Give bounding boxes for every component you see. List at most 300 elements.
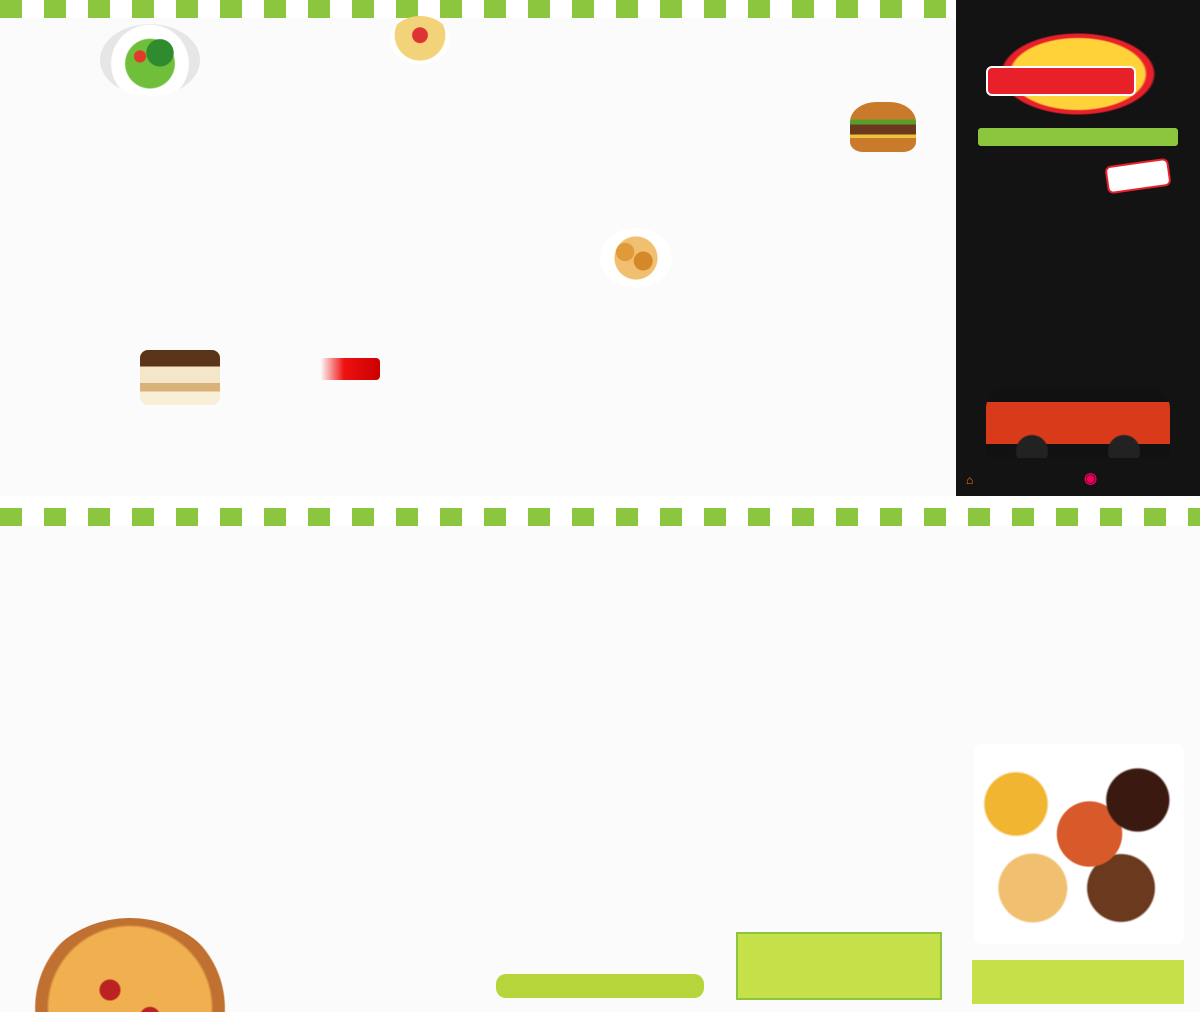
menu-item bbox=[496, 633, 704, 646]
menu-item bbox=[18, 619, 228, 632]
menu-item-row bbox=[257, 647, 465, 660]
desserts-section bbox=[18, 384, 228, 451]
menu-item bbox=[257, 549, 465, 562]
item-name bbox=[257, 98, 260, 111]
pizza-image bbox=[30, 918, 230, 1012]
menu-item bbox=[496, 222, 704, 235]
menu-item-row bbox=[18, 577, 228, 590]
menu-item-row bbox=[257, 158, 465, 171]
menu-item bbox=[734, 263, 942, 276]
menu-item bbox=[18, 661, 228, 674]
item-name bbox=[496, 222, 499, 235]
menu-item-row bbox=[496, 180, 704, 193]
menu-item-row bbox=[734, 291, 942, 304]
menu-item-row bbox=[496, 549, 704, 562]
foodora-icon: ◉ bbox=[1084, 470, 1098, 487]
item-name bbox=[18, 717, 21, 730]
menu-item bbox=[496, 591, 704, 604]
can-image bbox=[320, 358, 380, 380]
item-name bbox=[734, 37, 737, 50]
item-name bbox=[734, 221, 737, 234]
item-name bbox=[18, 403, 21, 416]
menu-item bbox=[257, 647, 465, 660]
menu-item bbox=[257, 113, 465, 126]
item-name bbox=[257, 689, 260, 702]
menu-item-row bbox=[257, 53, 465, 66]
menu-item-row bbox=[734, 65, 942, 78]
nuggets-image bbox=[600, 228, 672, 288]
menu-item bbox=[257, 675, 465, 688]
menu-item-row bbox=[18, 605, 228, 618]
item-name bbox=[496, 605, 499, 618]
item-name bbox=[496, 264, 499, 277]
menu-item bbox=[257, 128, 465, 141]
item-name bbox=[257, 549, 260, 562]
menu-item-row bbox=[257, 619, 465, 632]
menu-item bbox=[734, 235, 942, 248]
menu-item bbox=[734, 165, 942, 178]
item-name bbox=[257, 563, 260, 576]
menu-item bbox=[18, 187, 228, 200]
menu-item bbox=[496, 647, 704, 660]
lieferando-icon: ⌂ bbox=[966, 473, 974, 487]
menu-item-row bbox=[18, 563, 228, 576]
menu-item bbox=[18, 745, 228, 758]
menu-item-row bbox=[257, 703, 465, 716]
menu-item-row bbox=[257, 68, 465, 81]
item-name bbox=[734, 319, 737, 332]
menu-item-row bbox=[496, 135, 704, 148]
menu-item bbox=[734, 193, 942, 206]
item-name bbox=[18, 123, 21, 136]
menu-item-row bbox=[257, 203, 465, 216]
menu-item bbox=[257, 745, 465, 758]
menu-item-row bbox=[18, 647, 228, 660]
item-name bbox=[734, 249, 737, 262]
item-name bbox=[257, 787, 260, 800]
menu-item bbox=[18, 633, 228, 646]
menu-item-row bbox=[257, 773, 465, 786]
item-name bbox=[257, 203, 260, 216]
item-name bbox=[734, 305, 737, 318]
item-name bbox=[496, 121, 499, 134]
menu-item-row bbox=[18, 107, 228, 120]
menu-item bbox=[18, 591, 228, 604]
menu-item-row bbox=[496, 51, 704, 64]
menu-top-panel bbox=[0, 0, 1200, 496]
item-name bbox=[257, 83, 260, 96]
item-name bbox=[18, 435, 21, 448]
menu-item bbox=[496, 605, 704, 618]
item-name bbox=[496, 180, 499, 193]
menu-item-row bbox=[257, 591, 465, 604]
item-name bbox=[18, 591, 21, 604]
menu-item bbox=[496, 563, 704, 576]
menu-item bbox=[496, 65, 704, 78]
menu-item bbox=[257, 158, 465, 171]
menu-item bbox=[734, 305, 942, 318]
menu-item bbox=[496, 37, 704, 50]
menu-item bbox=[734, 277, 942, 290]
menu-item-row bbox=[257, 113, 465, 126]
menu-item-row bbox=[18, 759, 228, 772]
menu-item-row bbox=[734, 193, 942, 206]
item-name bbox=[257, 661, 260, 674]
menu-item-row bbox=[18, 633, 228, 646]
menu-item bbox=[257, 759, 465, 772]
foodora-badge[interactable] bbox=[1084, 468, 1194, 490]
menu-item bbox=[257, 577, 465, 590]
menu-item-row bbox=[496, 37, 704, 50]
burger-image bbox=[850, 102, 916, 152]
menu-item-row bbox=[257, 815, 465, 828]
menu-item-row bbox=[734, 207, 942, 220]
closed-badge bbox=[1104, 158, 1171, 195]
saucen-box bbox=[736, 932, 942, 1000]
car-image bbox=[986, 388, 1170, 458]
item-name bbox=[734, 263, 737, 276]
item-name bbox=[257, 68, 260, 81]
menu-item bbox=[496, 93, 704, 106]
menu-item bbox=[496, 194, 704, 207]
menu-item bbox=[257, 661, 465, 674]
item-name bbox=[18, 577, 21, 590]
menu-item bbox=[18, 139, 228, 152]
item-name bbox=[257, 577, 260, 590]
menu-item-row bbox=[734, 51, 942, 64]
menu-item-row bbox=[18, 403, 228, 416]
menu-item bbox=[18, 647, 228, 660]
menu-item bbox=[18, 171, 228, 184]
item-name bbox=[18, 703, 21, 716]
item-name bbox=[496, 79, 499, 92]
menu-item-row bbox=[18, 123, 228, 136]
menu-item-row bbox=[257, 689, 465, 702]
item-name bbox=[18, 675, 21, 688]
menu-item bbox=[257, 605, 465, 618]
item-name bbox=[257, 605, 260, 618]
item-name bbox=[18, 171, 21, 184]
menu-item bbox=[18, 123, 228, 136]
item-name bbox=[734, 291, 737, 304]
menu-item bbox=[18, 155, 228, 168]
menu-item-row bbox=[734, 235, 942, 248]
menu-item bbox=[18, 605, 228, 618]
item-name bbox=[257, 703, 260, 716]
menu-item bbox=[257, 68, 465, 81]
menu-item-row bbox=[257, 98, 465, 111]
menu-item-row bbox=[257, 759, 465, 772]
menu-item bbox=[18, 759, 228, 772]
pizza-section-2 bbox=[257, 548, 465, 828]
menu-item-row bbox=[496, 121, 704, 134]
menu-item bbox=[18, 675, 228, 688]
item-name bbox=[18, 647, 21, 660]
menu-item bbox=[257, 98, 465, 111]
item-name bbox=[18, 187, 21, 200]
menu-item-row bbox=[496, 647, 704, 660]
item-name bbox=[18, 689, 21, 702]
menu-item bbox=[257, 633, 465, 646]
item-name bbox=[257, 591, 260, 604]
item-name bbox=[257, 143, 260, 156]
allergen-box bbox=[972, 960, 1184, 1004]
menu-item-row bbox=[496, 93, 704, 106]
menu-item bbox=[496, 79, 704, 92]
item-name bbox=[496, 278, 499, 291]
menu-item bbox=[18, 419, 228, 432]
item-name bbox=[257, 53, 260, 66]
menu-item bbox=[257, 815, 465, 828]
menu-item bbox=[496, 149, 704, 162]
menu-item-row bbox=[18, 591, 228, 604]
pizza-section bbox=[18, 548, 228, 772]
item-name bbox=[18, 633, 21, 646]
menu-item bbox=[257, 203, 465, 216]
item-name bbox=[18, 139, 21, 152]
menu-item bbox=[257, 787, 465, 800]
item-name bbox=[257, 38, 260, 51]
menu-item-row bbox=[257, 173, 465, 186]
menu-item-row bbox=[496, 222, 704, 235]
menu-item-row bbox=[257, 633, 465, 646]
menu-item bbox=[257, 619, 465, 632]
menu-item bbox=[496, 264, 704, 277]
item-name bbox=[496, 591, 499, 604]
item-name bbox=[18, 745, 21, 758]
item-name bbox=[18, 563, 21, 576]
green-stripe-bottom bbox=[0, 508, 1200, 526]
menu-item-row bbox=[18, 731, 228, 744]
menu-item bbox=[257, 188, 465, 201]
menu-item-row bbox=[257, 549, 465, 562]
menu-item-row bbox=[496, 633, 704, 646]
menu-item bbox=[18, 107, 228, 120]
menu-item bbox=[734, 37, 942, 50]
item-name bbox=[496, 236, 499, 249]
menu-item bbox=[257, 591, 465, 604]
item-name bbox=[257, 773, 260, 786]
pasta-section bbox=[257, 36, 465, 231]
item-name bbox=[257, 633, 260, 646]
item-name bbox=[496, 65, 499, 78]
salad-image bbox=[100, 24, 200, 96]
item-name bbox=[496, 577, 499, 590]
menu-item bbox=[257, 731, 465, 744]
item-name bbox=[257, 188, 260, 201]
item-name bbox=[496, 149, 499, 162]
menu-item-row bbox=[18, 387, 228, 400]
menu-item-row bbox=[18, 745, 228, 758]
menu-item bbox=[496, 135, 704, 148]
menu-item bbox=[18, 703, 228, 716]
item-name bbox=[257, 759, 260, 772]
menu-item bbox=[496, 51, 704, 64]
menu-item bbox=[734, 221, 942, 234]
menu-item-row bbox=[257, 188, 465, 201]
menu-item-row bbox=[496, 278, 704, 291]
item-name bbox=[496, 107, 499, 120]
item-name bbox=[257, 731, 260, 744]
garnelen-section bbox=[734, 36, 942, 78]
menu-item bbox=[257, 773, 465, 786]
menu-item bbox=[257, 689, 465, 702]
item-name bbox=[257, 647, 260, 660]
item-name bbox=[496, 51, 499, 64]
menu-item-row bbox=[496, 563, 704, 576]
menu-bottom-panel bbox=[0, 508, 1200, 1012]
menu-item bbox=[18, 577, 228, 590]
item-name bbox=[257, 745, 260, 758]
item-name bbox=[18, 759, 21, 772]
menu-item bbox=[734, 179, 942, 192]
item-name bbox=[257, 128, 260, 141]
food-platter-image bbox=[974, 744, 1184, 944]
item-name bbox=[496, 619, 499, 632]
menu-item bbox=[496, 236, 704, 249]
item-name bbox=[257, 218, 260, 231]
menu-item bbox=[496, 121, 704, 134]
menu-item-row bbox=[496, 591, 704, 604]
item-name bbox=[18, 605, 21, 618]
menu-item bbox=[734, 249, 942, 262]
item-name bbox=[257, 675, 260, 688]
item-name bbox=[734, 277, 737, 290]
menu-item-row bbox=[18, 419, 228, 432]
item-name bbox=[18, 731, 21, 744]
item-name bbox=[257, 113, 260, 126]
menu-item bbox=[257, 143, 465, 156]
item-name bbox=[496, 633, 499, 646]
menu-item-row bbox=[18, 703, 228, 716]
menu-item-row bbox=[496, 79, 704, 92]
menu-item bbox=[734, 319, 942, 332]
menu-item bbox=[257, 38, 465, 51]
item-name bbox=[496, 549, 499, 562]
item-name bbox=[496, 647, 499, 660]
menu-item bbox=[734, 51, 942, 64]
menu-item-row bbox=[257, 38, 465, 51]
menu-item bbox=[18, 549, 228, 562]
item-name bbox=[496, 135, 499, 148]
menu-item bbox=[734, 207, 942, 220]
menu-item-row bbox=[734, 319, 942, 332]
menu-item bbox=[257, 801, 465, 814]
menu-item bbox=[257, 83, 465, 96]
menu-item-row bbox=[734, 305, 942, 318]
item-name bbox=[18, 387, 21, 400]
menu-item-row bbox=[734, 249, 942, 262]
menu-item bbox=[496, 577, 704, 590]
menu-item bbox=[496, 549, 704, 562]
menu-item-row bbox=[734, 179, 942, 192]
item-name bbox=[18, 619, 21, 632]
item-name bbox=[734, 193, 737, 206]
menu-item bbox=[496, 278, 704, 291]
item-name bbox=[18, 419, 21, 432]
menu-item bbox=[18, 563, 228, 576]
item-name bbox=[257, 158, 260, 171]
menu-item-row bbox=[496, 236, 704, 249]
menu-item-row bbox=[18, 187, 228, 200]
item-name bbox=[496, 250, 499, 263]
salate-section bbox=[18, 104, 228, 219]
menu-item bbox=[18, 403, 228, 416]
menu-item bbox=[496, 619, 704, 632]
menu-item-row bbox=[734, 37, 942, 50]
menu-item-row bbox=[496, 65, 704, 78]
menu-item-row bbox=[734, 165, 942, 178]
menu-item-row bbox=[496, 163, 704, 176]
item-name bbox=[496, 37, 499, 50]
item-name bbox=[257, 815, 260, 828]
pizza-section-3 bbox=[496, 548, 704, 660]
menu-item-row bbox=[18, 675, 228, 688]
menu-item bbox=[257, 703, 465, 716]
menu-item-row bbox=[257, 218, 465, 231]
restaurant-info-panel bbox=[956, 0, 1200, 496]
menu-item-row bbox=[18, 171, 228, 184]
menu-item-row bbox=[496, 194, 704, 207]
item-name bbox=[18, 549, 21, 562]
item-name bbox=[257, 619, 260, 632]
menu-item-row bbox=[496, 208, 704, 221]
menu-item bbox=[18, 731, 228, 744]
menu-item-row bbox=[18, 619, 228, 632]
menu-item-row bbox=[734, 221, 942, 234]
menu-item-row bbox=[18, 549, 228, 562]
menu-item-row bbox=[257, 675, 465, 688]
menu-item-row bbox=[18, 689, 228, 702]
menu-item-row bbox=[496, 577, 704, 590]
menu-item bbox=[496, 208, 704, 221]
item-name bbox=[18, 661, 21, 674]
menu-item-row bbox=[257, 143, 465, 156]
menu-item bbox=[257, 218, 465, 231]
menu-item-row bbox=[496, 605, 704, 618]
logo-banner bbox=[986, 66, 1136, 96]
item-name bbox=[18, 155, 21, 168]
lieferando-badge[interactable] bbox=[966, 470, 1076, 490]
item-name bbox=[496, 163, 499, 176]
menu-item-row bbox=[257, 577, 465, 590]
menu-item-row bbox=[18, 155, 228, 168]
item-name bbox=[257, 717, 260, 730]
item-name bbox=[734, 207, 737, 220]
menu-item-row bbox=[496, 619, 704, 632]
menu-item-row bbox=[496, 264, 704, 277]
address-bar bbox=[978, 128, 1178, 146]
menu-item-row bbox=[257, 128, 465, 141]
menu-item-row bbox=[496, 149, 704, 162]
menu-item bbox=[18, 387, 228, 400]
menu-item bbox=[257, 53, 465, 66]
menu-item-row bbox=[18, 139, 228, 152]
item-name bbox=[18, 107, 21, 120]
item-name bbox=[734, 51, 737, 64]
menu-item bbox=[496, 180, 704, 193]
menu-item bbox=[18, 717, 228, 730]
menu-item-row bbox=[734, 277, 942, 290]
menu-item-row bbox=[18, 717, 228, 730]
item-name bbox=[496, 208, 499, 221]
item-name bbox=[496, 563, 499, 576]
item-name bbox=[257, 801, 260, 814]
menu-item bbox=[18, 435, 228, 448]
menu-item-row bbox=[257, 787, 465, 800]
menu-item-row bbox=[257, 605, 465, 618]
menu-item-row bbox=[734, 263, 942, 276]
